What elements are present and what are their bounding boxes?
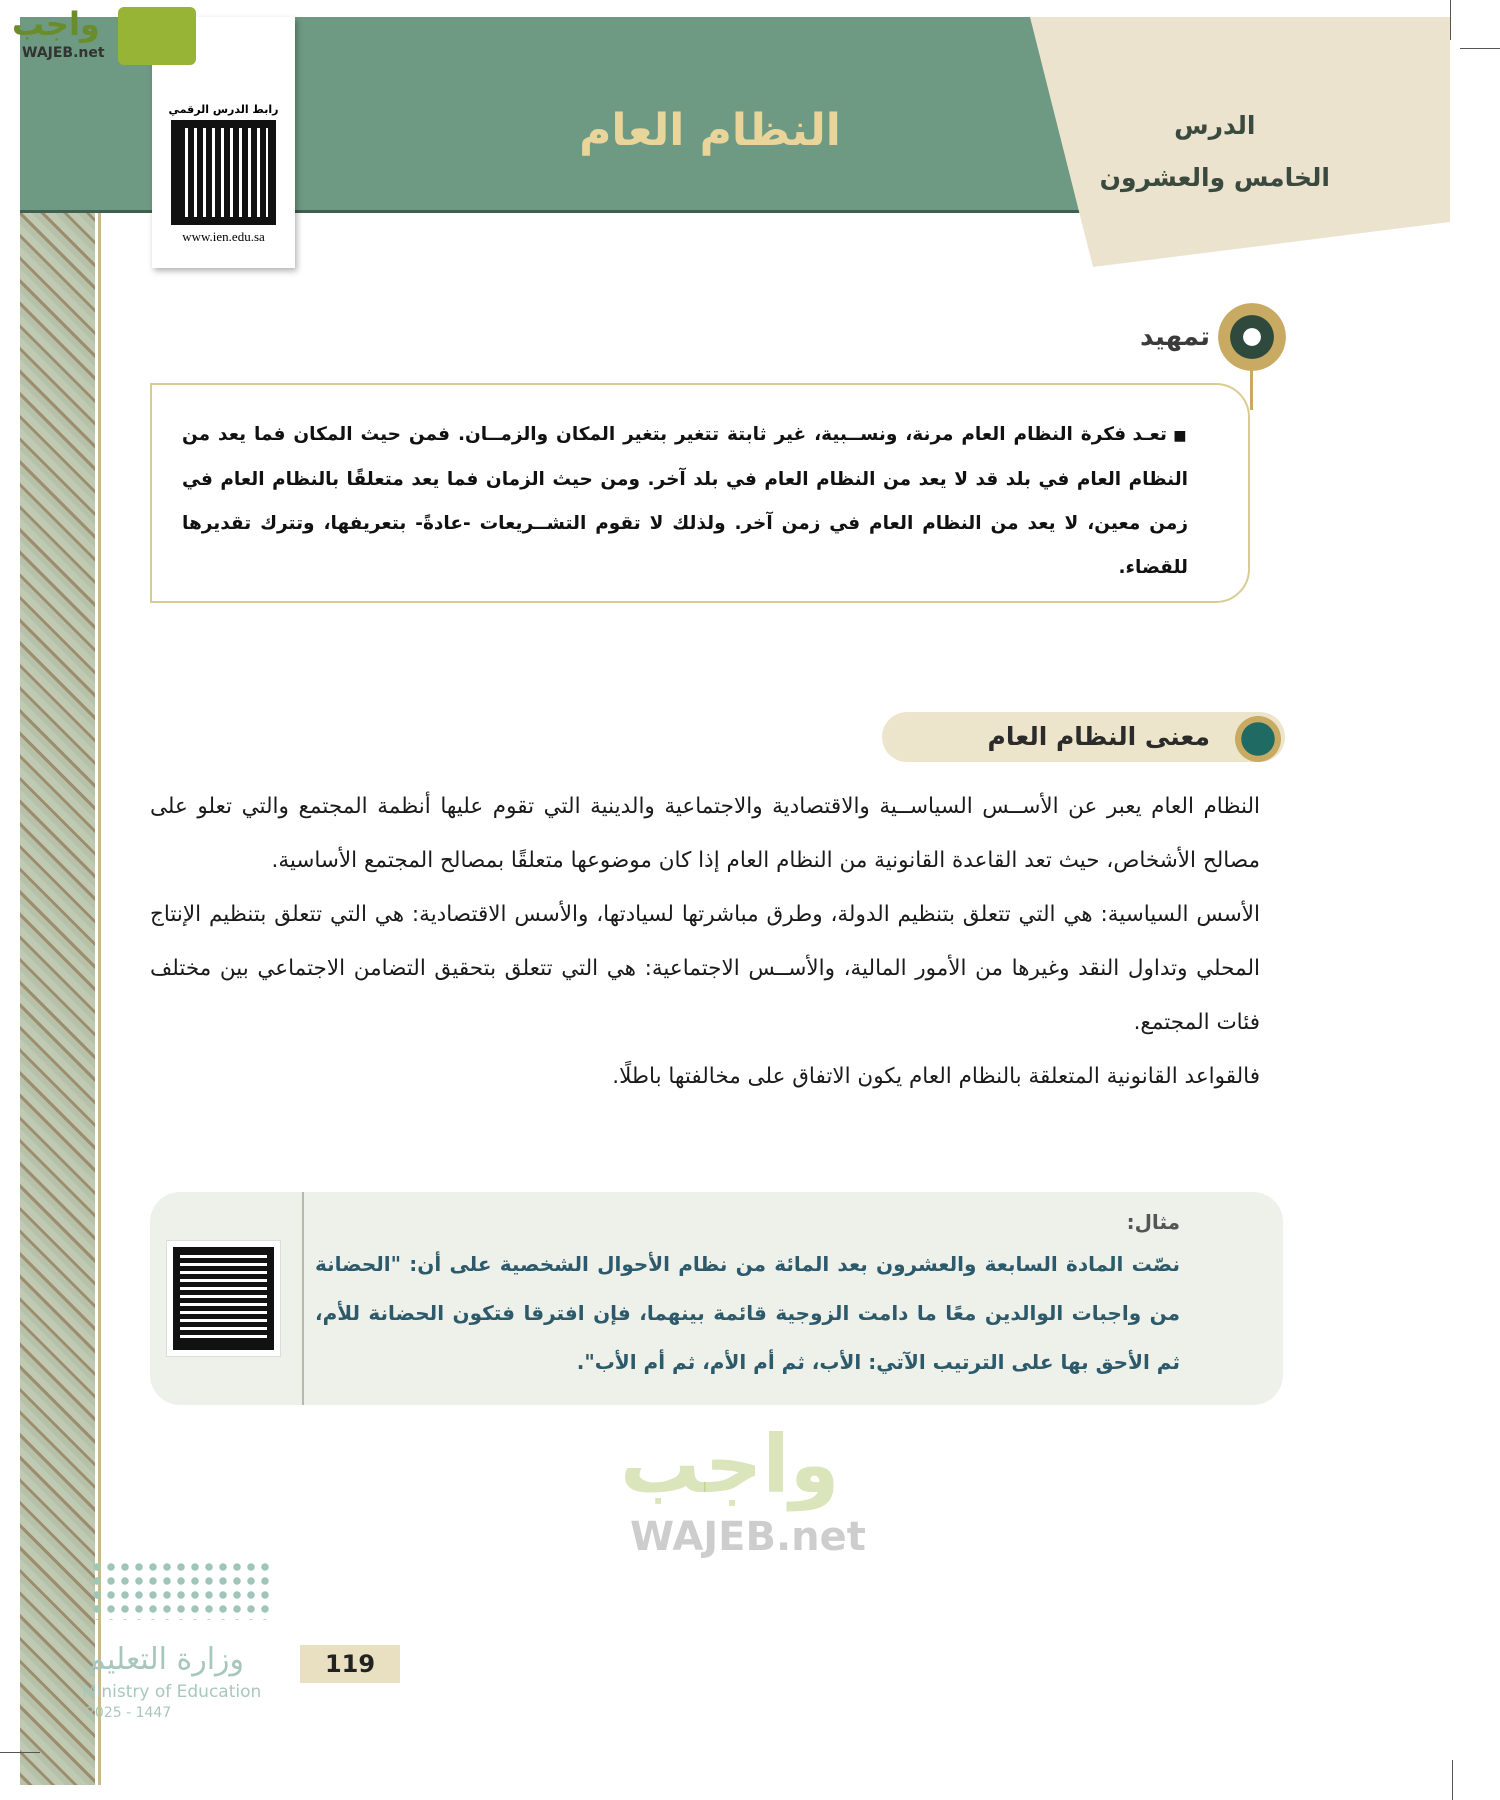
- lesson-word: الدرس: [1174, 111, 1256, 140]
- paragraph: النظام العام يعبر عن الأســس السياســية والاقتصادية والاجتماعية والدينية التي تقوم عليها أنظمة المجتمع والتي تعلو على مصالح الأشخاص، حيث تعد القاعدة القانونية من النظام العام إذا كان موضوعها متعلقًا بمصالح المجتمع الأساسية.: [150, 794, 1260, 873]
- year: 2025 - 1447: [86, 1705, 172, 1721]
- lesson-label: [1100, 100, 1330, 204]
- sun-ornament-icon: [1232, 713, 1284, 765]
- ministry-en: Ministry of Education: [82, 1682, 262, 1702]
- watermark: واجب: [620, 1418, 840, 1511]
- example-content: [315, 1210, 1180, 1387]
- intro-box: [150, 383, 1250, 603]
- section-body: [150, 780, 1288, 1104]
- lesson-number: الخامس والعشرون: [1099, 163, 1330, 192]
- example-text: نصّت المادة السابعة والعشرون بعد المائة من نظام الأحوال الشخصية على أن: "الحضانة من واجبات الوالدين معًا ما دامت الزوجية قائمة بينهما، فإن افترقا فتكون الحضانة للأم، ثم الأحق بها على الترتيب الآتي: الأب، ثم أم الأم، ثم أم الأب".: [315, 1252, 1180, 1374]
- page-title: النظام العام: [579, 105, 841, 156]
- paragraph: الأسس السياسية: هي التي تتعلق بتنظيم الدولة، وطرق مباشرتها لسيادتها، والأسس الاقتصادية: هي التي تتعلق بتنظيم الإنتاج المحلي وتداول النقد وغيرها من الأمور المالية، والأســس الاجتماعية: هي التي تتعلق بتحقيق التضامن الاجتماعي بين مختلف فئات المجتمع.: [150, 902, 1260, 1035]
- qr-label: رابط الدرس الرقمي: [168, 103, 279, 116]
- crop-mark: [1450, 0, 1451, 40]
- ministry-ar: وزارة التعليم: [87, 1642, 245, 1677]
- intro-heading: تمهيد: [1140, 322, 1210, 352]
- flower-icon: [1218, 303, 1286, 371]
- ministry-logo: [82, 1560, 272, 1730]
- wajeb-logo: [10, 5, 190, 67]
- logo-text: واجب: [12, 5, 100, 43]
- qr-url[interactable]: www.ien.edu.sa: [182, 229, 265, 244]
- example-divider: [302, 1192, 304, 1405]
- logo-sub: WAJEB.net: [22, 45, 105, 61]
- crop-mark: [1452, 1760, 1453, 1800]
- intro-text: ■ تعـد فكرة النظام العام مرنة، ونســبية، غير ثابتة تتغير بتغير المكان والزمــان. فمن حيث المكان فما يعد من النظام العام في بلد قد لا يعد من النظام العام في بلد آخر. ومن حيث الزمان فما يعد متعلقًا بالنظام العام في زمن معين، لا يعد من النظام العام في زمن آخر. ولذلك لا تقوم التشــريعات -عادةً- بتعريفها، وتترك تقديرها للقضاء.: [182, 413, 1188, 590]
- ministry-dots-icon: [90, 1560, 270, 1620]
- qr-code-icon[interactable]: [171, 120, 276, 225]
- crop-mark: [1460, 48, 1500, 49]
- paragraph: فالقواعد القانونية المتعلقة بالنظام العام يكون الاتفاق على مخالفتها باطلًا.: [612, 1064, 1260, 1089]
- book-icon: [118, 7, 196, 65]
- watermark-sub: WAJEB.net: [630, 1514, 866, 1560]
- example-label: مثال:: [1126, 1210, 1180, 1234]
- decorative-border: [20, 210, 95, 1785]
- border-line: [98, 210, 101, 1785]
- page-number: 119: [300, 1645, 400, 1683]
- section-heading: معنى النظام العام: [882, 712, 1285, 762]
- crop-mark: [0, 1752, 40, 1753]
- example-qr-code-icon[interactable]: [166, 1240, 281, 1357]
- flower-stem: [1250, 365, 1253, 410]
